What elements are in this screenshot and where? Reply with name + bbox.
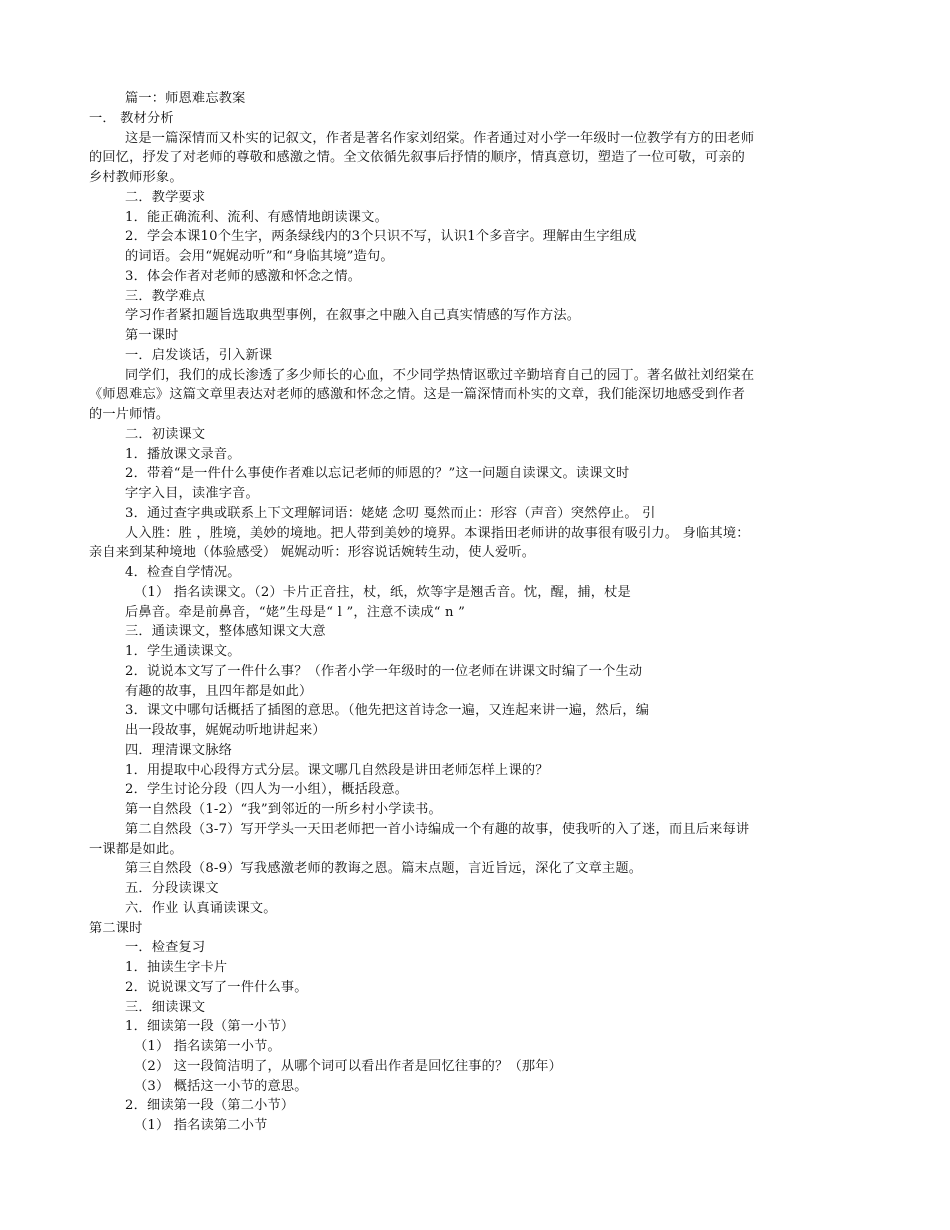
text-line: （1） 指名读课文。（2）卡片正音拄，杖，纸，炊等字是翘舌音。忱，醒，捕，杖是 <box>134 584 631 600</box>
text-line: 1．细读第一段（第一小节） <box>125 1019 295 1035</box>
text-line: 篇一：师恩难忘教案 <box>125 91 246 106</box>
text-line: 2．说说本文写了一件什么事？（作者小学一年级时的一位老师在讲课文时编了一个生动 <box>125 663 643 679</box>
text-line: 《师恩难忘》这篇文章里表达对老师的感激和怀念之情。这是一篇深情而朴实的文章，我们能深切地感受到作者 <box>89 387 745 403</box>
text-line: 的一片师情。 <box>89 407 170 422</box>
text-line: 三．教学难点 <box>125 288 206 304</box>
text-line: 人入胜：胜 ，胜境，美妙的境地。把人带到美妙的境界。本课指田老师讲的故事很有吸引力。 身临其境： <box>125 525 750 541</box>
text-line: （2） 这一段简洁明了，从哪个词可以看出作者是回忆往事的？（那年） <box>134 1058 562 1074</box>
text-line: 五．分段读课文 <box>125 881 219 896</box>
text-line: 后鼻音。牵是前鼻音，“姥”生母是“ l ”，注意不读成“ n ” <box>125 604 466 620</box>
text-line: 一．检查复习 <box>125 940 206 956</box>
text-line: （3） 概括这一小节的意思。 <box>134 1078 308 1094</box>
text-line: 亲自来到某种境地（体验感受） 娓娓动听：形容说话婉转生动，使人爱听。 <box>89 545 536 561</box>
text-line: 3．通过查字典或联系上下文理解词语：姥姥 念叨 戛然而止：形容（声音）突然停止。 引 <box>125 505 656 521</box>
text-line: 第三自然段（8-9）写我感激老师的教诲之恩。篇末点题，言近旨远，深化了文章主题。 <box>125 861 643 877</box>
text-line: 乡村教师形象。 <box>89 170 183 185</box>
text-line: 1．抽读生字卡片 <box>125 960 228 975</box>
text-line: 2．学会本课10个生字，两条绿线内的3个只识不写，认识1个多音字。理解由生字组成 <box>125 229 637 245</box>
text-line: 二．初读课文 <box>125 426 206 442</box>
text-line: 1．用提取中心段得方式分层。课文哪几自然段是讲田老师怎样上课的？ <box>125 762 549 778</box>
text-line: 三．通读课文，整体感知课文大意 <box>125 624 326 640</box>
text-line: 这是一篇深情而又朴实的记叙文，作者是著名作家刘绍棠。作者通过对小学一年级时一位教学有方的田老师 <box>125 130 755 146</box>
text-line: 第二课时 <box>89 920 143 936</box>
text-line: 1．播放课文录音。 <box>125 446 241 462</box>
text-line: 四．理清课文脉络 <box>125 742 233 758</box>
text-line: 六．作业 认真诵读课文。 <box>125 900 277 916</box>
text-line: 2．学生讨论分段（四人为一小组），概括段意。 <box>125 782 409 798</box>
text-line: 学习作者紧扣题旨选取典型事例，在叙事之中融入自己真实情感的写作方法。 <box>125 308 581 324</box>
text-line: 2．带着“是一件什么事使作者难以忘记老师的师恩的？”这一问题自读课文。读课文时 <box>125 466 630 482</box>
text-line: 1．学生通读课文。 <box>125 644 241 659</box>
text-line: 第二自然段（3-7）写开学头一天田老师把一首小诗编成一个有趣的故事，使我听的入了迷，而且后来每讲 <box>125 821 750 837</box>
text-line: 的词语。会用“娓娓动听”和“身临其境”造句。 <box>125 249 394 264</box>
text-line: 2．细读第一段（第二小节） <box>125 1098 295 1114</box>
text-line: （1） 指名读第一小节。 <box>134 1039 281 1054</box>
text-line: 1．能正确流利、流利、有感情地朗读课文。 <box>125 209 388 225</box>
document-body <box>89 89 859 1136</box>
text-line: 三．细读课文 <box>125 999 206 1015</box>
text-line: 第一课时 <box>125 328 179 343</box>
text-line: 3．体会作者对老师的感激和怀念之情。 <box>125 268 362 284</box>
text-line: 2．说说课文写了一件什么事。 <box>125 979 308 995</box>
text-line: 3．课文中哪句话概括了插图的意思。（他先把这首诗念一遍，又连起来讲一遍，然后，编 <box>125 703 650 719</box>
text-line: 字字入目，读准字音。 <box>125 486 259 501</box>
text-line: 一课都是如此。 <box>89 841 183 857</box>
text-line: 第一自然段（1-2）“我”到邻近的一所乡村小学读书。 <box>125 802 442 817</box>
text-line: （1） 指名读第二小节 <box>134 1118 268 1133</box>
text-line: 出一段故事，娓娓动听地讲起来） <box>125 723 326 738</box>
text-line: 二．教学要求 <box>125 189 206 205</box>
text-line: 一． 教材分析 <box>89 110 174 126</box>
text-line: 同学们，我们的成长渗透了多少师长的心血，不少同学热情讴歌过辛勤培育自己的园丁。著名做社刘绍棠在 <box>125 367 755 383</box>
text-line: 一．启发谈话，引入新课 <box>125 347 273 363</box>
text-line: 的回忆，抒发了对老师的尊敬和感激之情。全文依循先叙事后抒情的顺序，情真意切，塑造了一位可敬，可亲的 <box>89 150 745 166</box>
text-line: 4．检查自学情况。 <box>125 565 241 580</box>
text-line: 有趣的故事，且四年都是如此） <box>125 683 313 699</box>
